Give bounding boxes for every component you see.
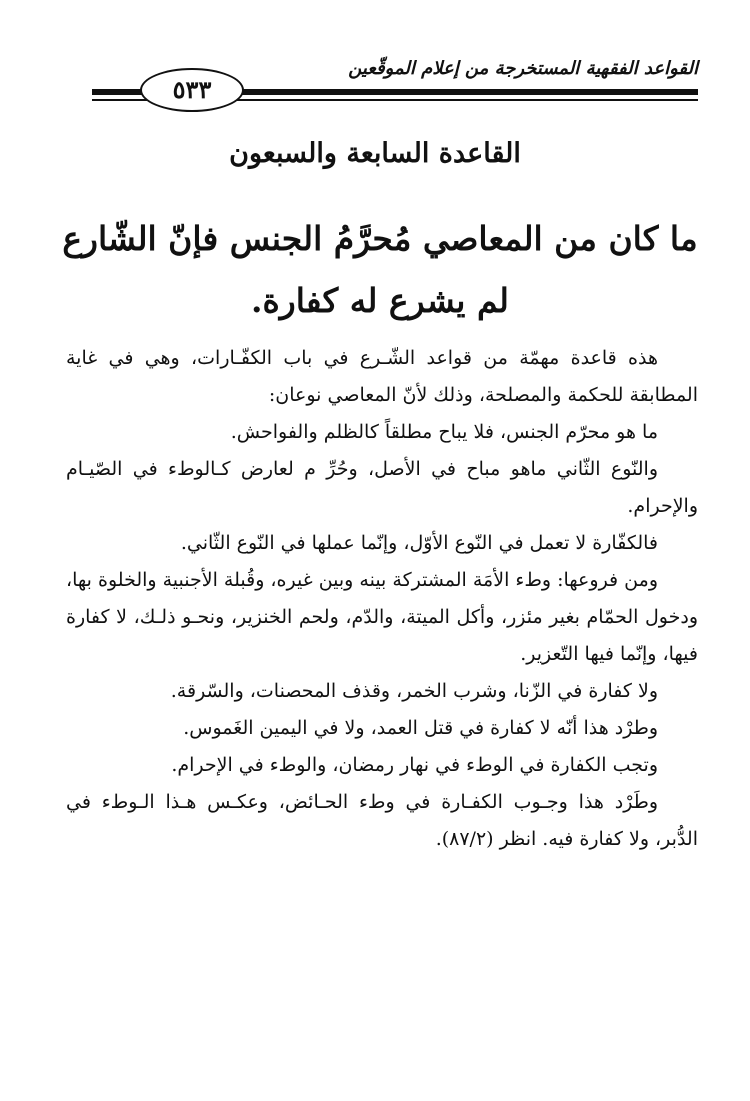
section-title: القاعدة السابعة والسبعون xyxy=(229,138,521,169)
paragraph: هذه قاعدة مهمّة من قواعد الشّـرع في باب الكفّـارات، وهي في غاية المطابقة للحكمة والمصلحة، وذلك لأنّ المعاصي نوعان: xyxy=(66,347,698,406)
paragraph: وطرْد هذا أنّه لا كفارة في قتل العمد، ولا في اليمين الغَموس. xyxy=(183,717,658,739)
paragraph: والنّوع الثّاني ماهو مباح في الأصل، وحُرِّ م لعارض كـالوطء في الصّيـام والإحرام. xyxy=(66,458,698,517)
paragraph: وتجب الكفارة في الوطء في نهار رمضان، والوطء في الإحرام. xyxy=(171,754,658,776)
paragraph: فالكفّارة لا تعمل في النّوع الأوّل، وإنّما عملها في النّوع الثّاني. xyxy=(180,532,658,554)
rule-heading: ما كان من المعاصي مُحرَّمُ الجنس فإنّ الشّارع لم يشرع له كفارة. xyxy=(62,219,698,320)
paragraph: ما هو محرّم الجنس، فلا يباح مطلقاً كالظلم والفواحش. xyxy=(230,421,658,443)
paragraph: ومن فروعها: وطء الأمَة المشتركة بينه وبين غيره، وقُبلة الأجنبية والخلوة بها، ودخول الحمّام بغير مئزر، وأكل الميتة، والدّم، ولحم الخنزير، ونحـو ذلـك، لا كفارة فيها، وإنّما فيها التّعزير. xyxy=(66,569,698,665)
page-number-badge: ٥٣٣ xyxy=(140,68,244,112)
body-text xyxy=(66,340,698,858)
paragraph: وطَرْد هذا وجـوب الكفـارة في وطء الحـائض، وعكـس هـذا الـوطء في الدُّبر، ولا كفارة فيه. انظر (٨٧/٢). xyxy=(66,791,698,850)
running-header-title: القواعد الفقهية المستخرجة من إعلام الموقّعين xyxy=(348,58,698,79)
paragraph: ولا كفارة في الزّنا، وشرب الخمر، وقذف المحصنات، والسّرقة. xyxy=(170,680,658,702)
